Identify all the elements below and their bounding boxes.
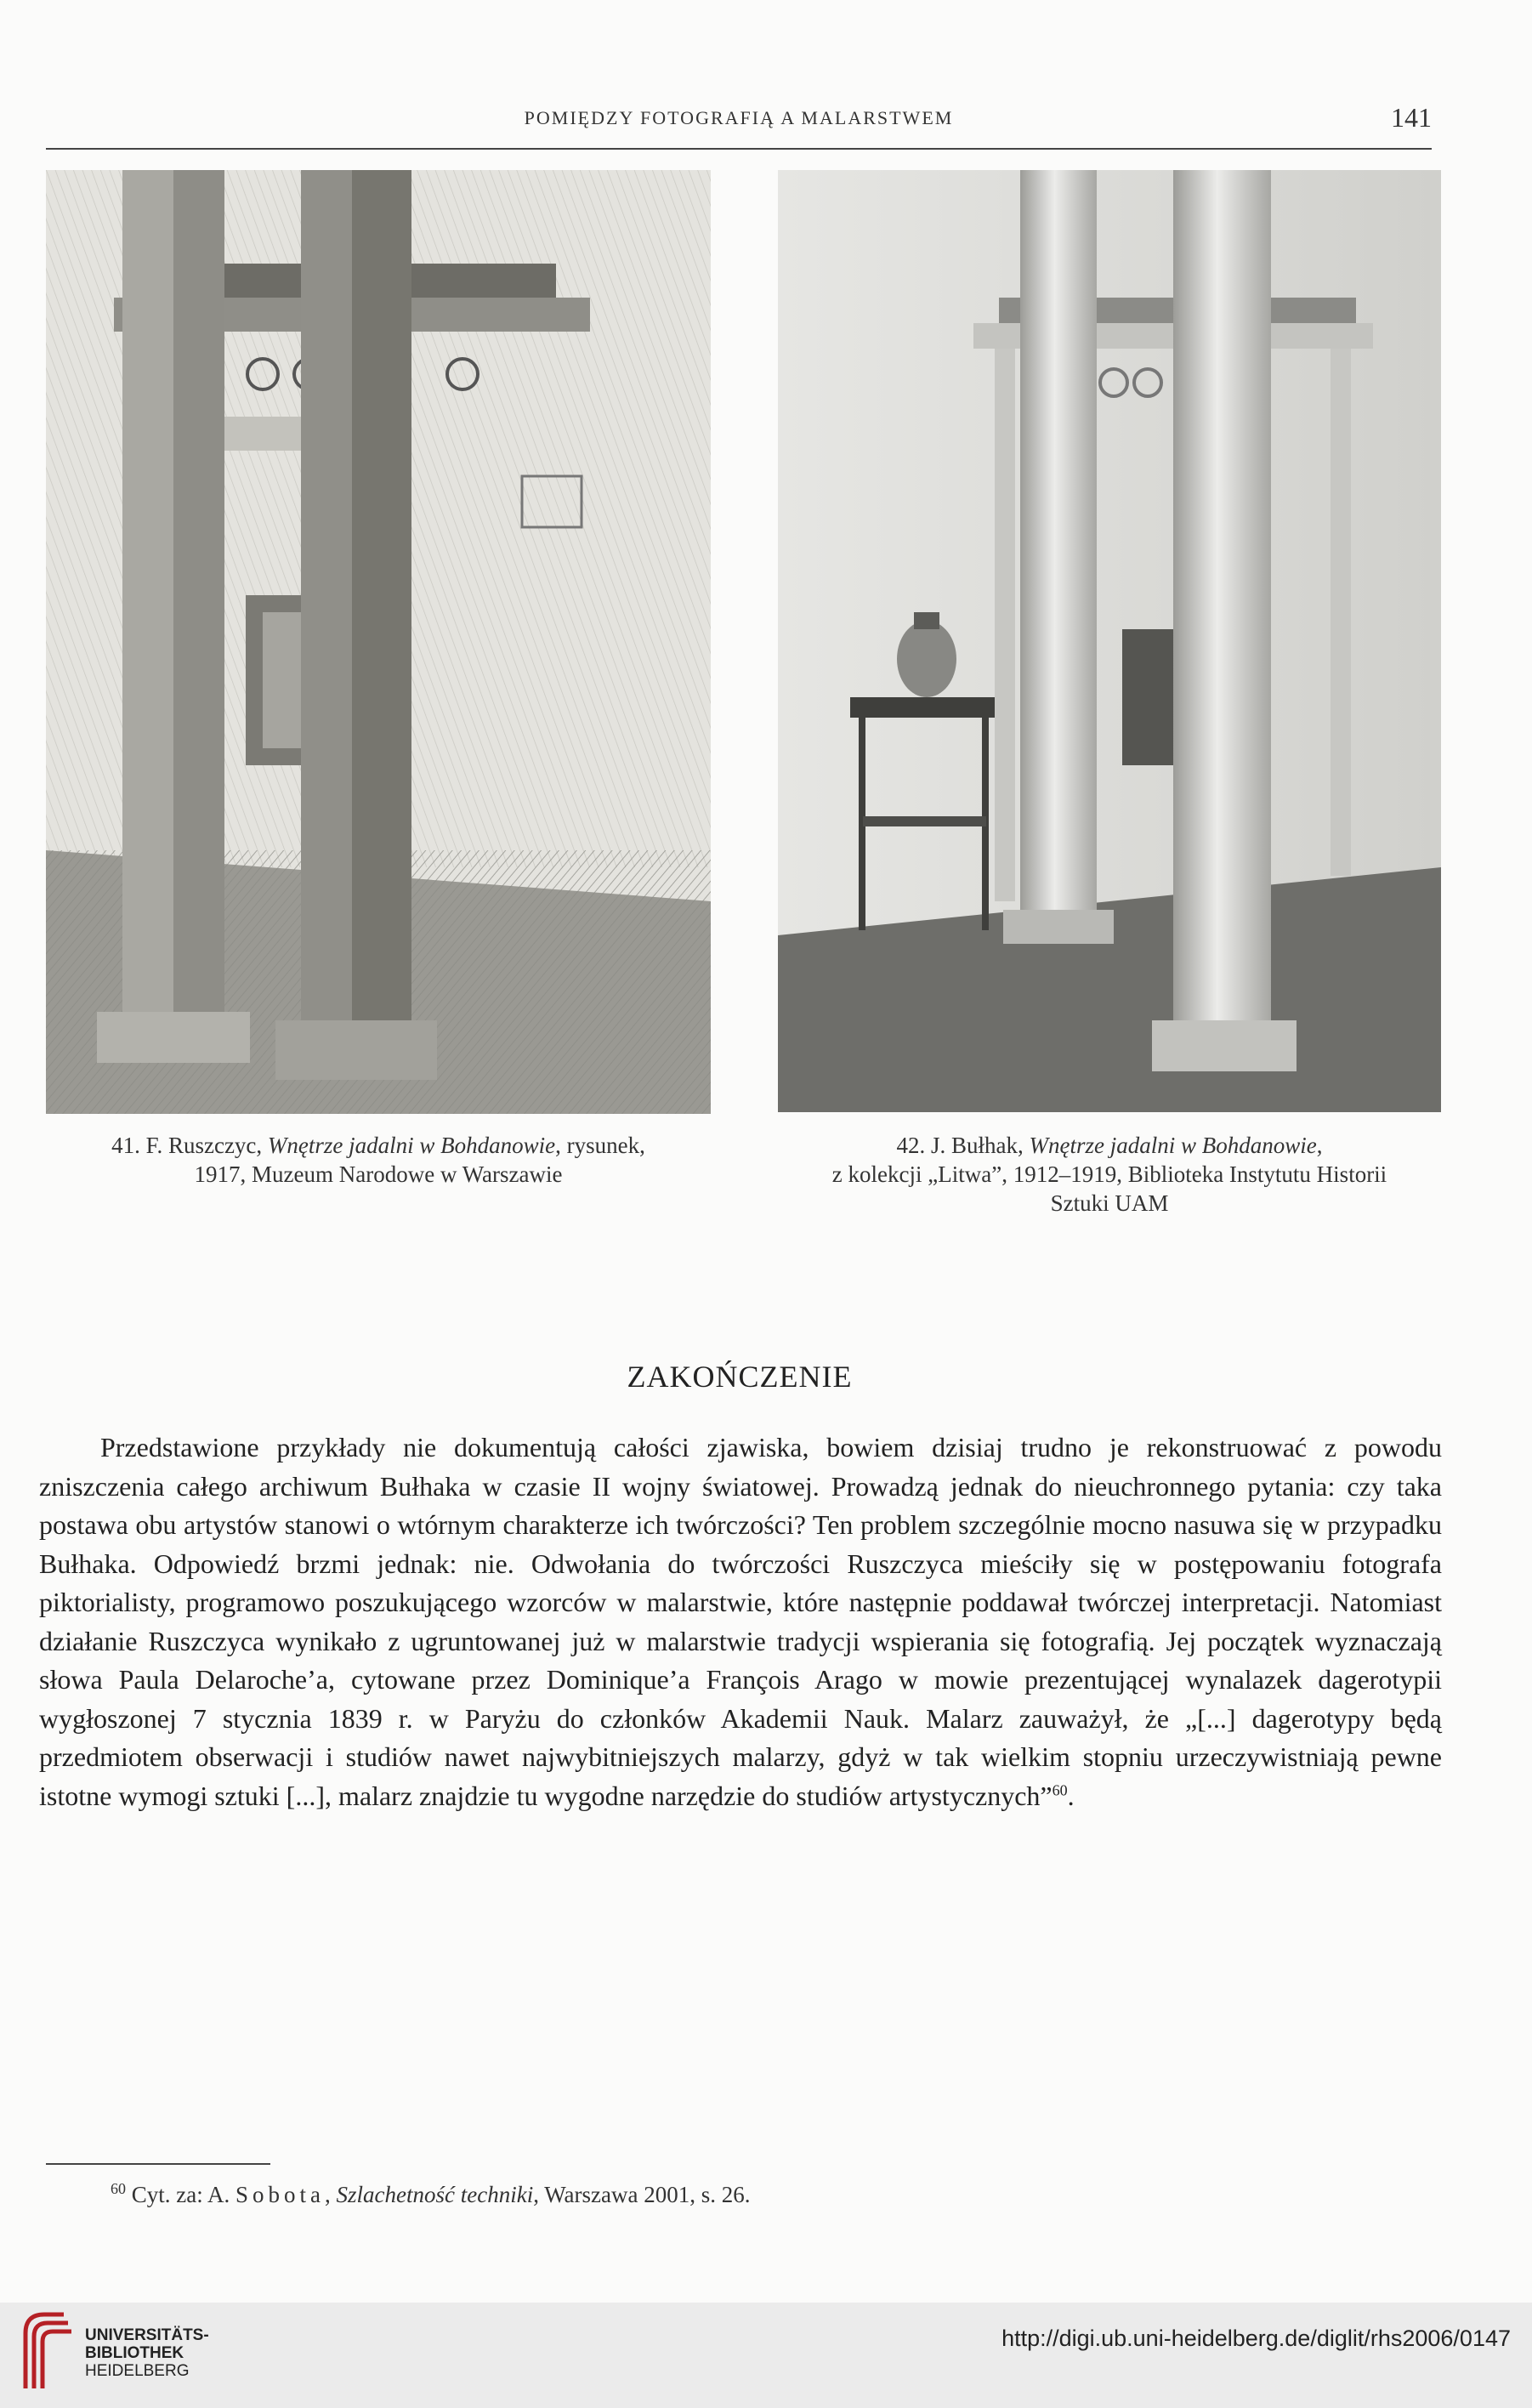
body-paragraph [39,1428,1442,1815]
paragraph-end: . [1067,1780,1075,1811]
footnote-title: Szlachetność techniki [336,2182,534,2207]
caption-prefix: 42. J. Bułhak, [896,1133,1030,1158]
caption-title: Wnętrze jadalni w Bohdanowie [267,1133,556,1158]
figure-42-photograph [778,170,1441,1112]
footnote-reference: 60 [1052,1780,1068,1798]
footnote-prefix: Cyt. za: A. [126,2182,235,2207]
body-text [39,1428,1442,1815]
footnote-author: Sobota [235,2182,326,2207]
library-line-3: HEIDELBERG [85,2362,190,2380]
library-line-1: UNIVERSITÄTS- [85,2326,209,2344]
figure-41-caption [46,1131,711,1189]
source-url-link[interactable]: http://digi.ub.uni-heidelberg.de/diglit/rhs2006/0147 [1001,2326,1511,2351]
caption-suffix: , [1316,1133,1323,1158]
paragraph-text: Przedstawione przykłady nie dokumentują całości zjawiska, bowiem dzisiaj trudno je rekonstruować z powodu zniszczenia całego archiwum Bułhaka w czasie II wojny światowej. Prowadzą jednak do nieuchronnego pytania: czy taka postawa obu artystów stanowi o wtórnym charakterze ich twórczości? Ten problem szczególnie mocno nasuwa się w przypadku Bułhaka. Odpowiedź brzmi jednak: nie. Odwołania do twórczości Ruszczyca mieściły się w postępowaniu fotografa piktorialisty, programowo poszukującego wzorców w malarstwie, które następnie poddawał twórczej interpretacji. Natomiast działanie Ruszczyca wynikało z ugruntowanej już w malarstwie tradycji wspierania się fotografią. Jej początek wyznaczają słowa Paula Delaroche’a, cytowane przez Dominique’a François Arago w mowie prezentującej wynalazek dagerotypii wygłoszonej 7 stycznia 1839 r. w Paryżu do członków Akademii Nauk. Malarz zauważył, że „[...] dagerotypy będą przedmiotem obserwacji i studiów nawet najwybitniejszych malarzy, gdyż w tak wielkim stopniu urzeczywistniają pewne istotne wymogi sztuki [...], malarz znajdzie tu wygodne narzędzie do studiów artystycznych” [39,1432,1442,1811]
footnote-divider [46,2163,270,2165]
library-line-2: BIBLIOTHEK [85,2344,184,2362]
caption-suffix: , rysunek, [555,1133,645,1158]
library-logo-icon [17,2308,77,2393]
section-heading: ZAKOŃCZENIE [627,1360,853,1394]
footer-bar [0,2303,1532,2408]
running-title: POMIĘDZY FOTOGRAFIĄ A MALARSTWEM [524,107,954,128]
photograph-image [778,170,1441,1112]
figure-41-drawing [46,170,711,1114]
page-number: 141 [1391,102,1432,133]
caption-line-2: 1917, Muzeum Narodowe w Warszawie [194,1161,563,1187]
footnote-suffix: , Warszawa 2001, s. 26. [533,2182,751,2207]
library-name [85,2326,209,2380]
caption-line-2: z kolekcji „Litwa”, 1912–1919, Biblioteka Instytutu Historii [831,1161,1387,1187]
drawing-image [46,170,711,1114]
footnote [111,2182,750,2208]
running-head [46,100,1432,150]
footnote-number: 60 [111,2180,126,2197]
footnote-separator: , [325,2182,337,2207]
caption-line-3: Sztuki UAM [1050,1190,1169,1216]
caption-prefix: 41. F. Ruszczyc, [111,1133,268,1158]
figure-42-caption [765,1131,1454,1218]
caption-title: Wnętrze jadalni w Bohdanowie [1029,1133,1317,1158]
